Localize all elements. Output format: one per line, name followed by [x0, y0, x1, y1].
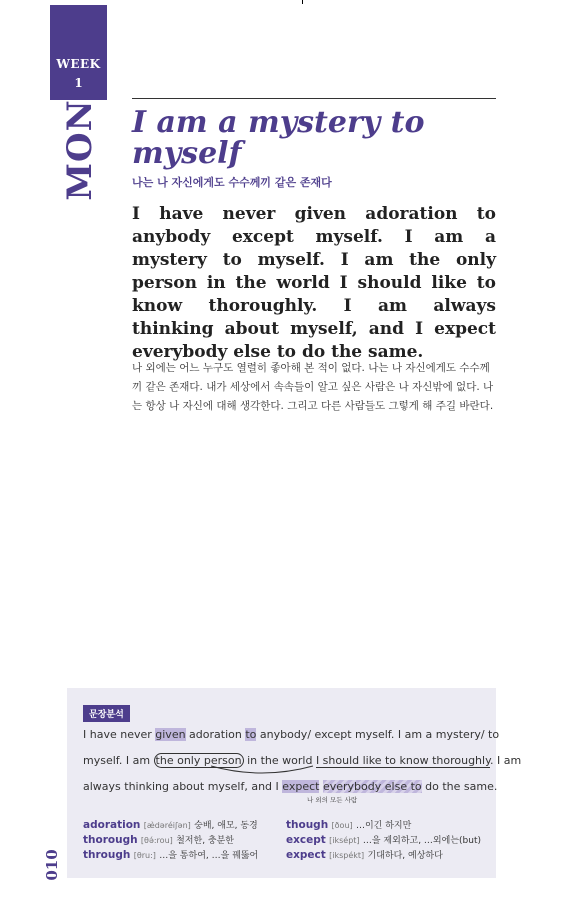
underlined-clause: I should like to know thoroughly	[315, 754, 491, 767]
highlight-everybody-else-to: everybody else to	[322, 780, 422, 793]
korean-translation: 나 외에는 어느 누구도 열렬히 좋아해 본 적이 없다. 나는 나 자신에게도 수수께끼 같은 존재다. 내가 세상에서 속속들이 알고 싶은 사람은 나 자신밖에 없다. 나는 항상 나 자신에 대해 생각한다. 그리고 다른 사람들도 그렇게 해 주길 바란다.	[132, 362, 494, 412]
boxed-the-only-person: the only person	[155, 754, 242, 767]
analysis-text: always thinking about myself, and I	[83, 780, 283, 793]
highlight-given: given	[155, 728, 186, 741]
analysis-line-1	[83, 728, 499, 741]
vocab-item	[286, 848, 443, 861]
vocab-word: through	[83, 849, 131, 861]
analysis-tag: 문장분석	[83, 705, 130, 722]
arc-path	[211, 766, 313, 773]
vocab-meaning: …을 통하여, …을 꿰뚫어	[159, 851, 259, 861]
vocab-meaning: …을 제외하고, …외에는(but)	[362, 836, 481, 846]
page-subtitle: 나는 나 자신에게도 수수께끼 같은 존재다	[132, 176, 332, 189]
week-number: 1	[74, 76, 83, 90]
vocab-word: expect	[286, 849, 326, 861]
vocab-pronunciation: [iksépt]	[329, 836, 360, 845]
vocab-pronunciation: [ðou]	[331, 821, 353, 830]
vocab-pronunciation: [ikspékt]	[329, 851, 365, 860]
page-number-container	[40, 848, 64, 882]
analysis-text: . I am	[490, 754, 522, 767]
vocab-word: thorough	[83, 834, 138, 846]
vocab-meaning: 숭배, 애모, 동경	[194, 821, 258, 831]
week-label: WEEK	[56, 57, 101, 71]
analysis-text: in the world	[243, 754, 316, 767]
vocab-item	[286, 818, 411, 831]
analysis-note: 나 외의 모든 사람	[307, 796, 358, 804]
vocab-pronunciation: [θru:]	[133, 851, 156, 860]
title-divider	[132, 98, 496, 99]
vocab-word: except	[286, 834, 326, 846]
analysis-line-3	[83, 780, 497, 793]
vocab-pronunciation: [θə́:rou]	[140, 836, 173, 845]
vocab-pronunciation: [ӕ̀dəréiʃən]	[143, 821, 191, 830]
vocab-item	[286, 833, 481, 846]
analysis-text: myself. I am	[83, 754, 154, 767]
page-number: 010	[43, 849, 61, 881]
page-title: I am a mystery to myself	[132, 105, 425, 171]
relation-arc	[207, 764, 317, 778]
day-label-container	[40, 99, 120, 201]
analysis-text: do the same.	[421, 780, 498, 793]
vocab-word: though	[286, 819, 329, 831]
vocab-item	[83, 833, 234, 846]
analysis-text: I have never	[83, 728, 156, 741]
day-label: MON	[60, 99, 100, 201]
analysis-text: anybody/ except myself. I am a mystery/ to	[256, 728, 500, 741]
vocab-meaning: 기대하다, 예상하다	[367, 851, 443, 861]
highlight-to: to	[245, 728, 257, 741]
sentence-analysis-panel	[67, 688, 522, 878]
week-badge	[50, 5, 107, 100]
crop-mark	[302, 0, 303, 4]
english-passage: I have never given adoration to anybody except myself. I am a mystery to myself. I am the only person in the world I should like to know thoroughly. I am always thinking about myself, and I expect everybody else to do the same.	[132, 204, 496, 362]
vocab-item	[83, 818, 258, 831]
vocab-meaning: 철저한, 충분한	[176, 836, 234, 846]
vocab-meaning: …이긴 하지만	[355, 821, 412, 831]
vocab-word: adoration	[83, 819, 141, 831]
vocab-item	[83, 848, 258, 861]
highlight-expect: expect	[282, 780, 320, 793]
analysis-text: adoration	[185, 728, 246, 741]
